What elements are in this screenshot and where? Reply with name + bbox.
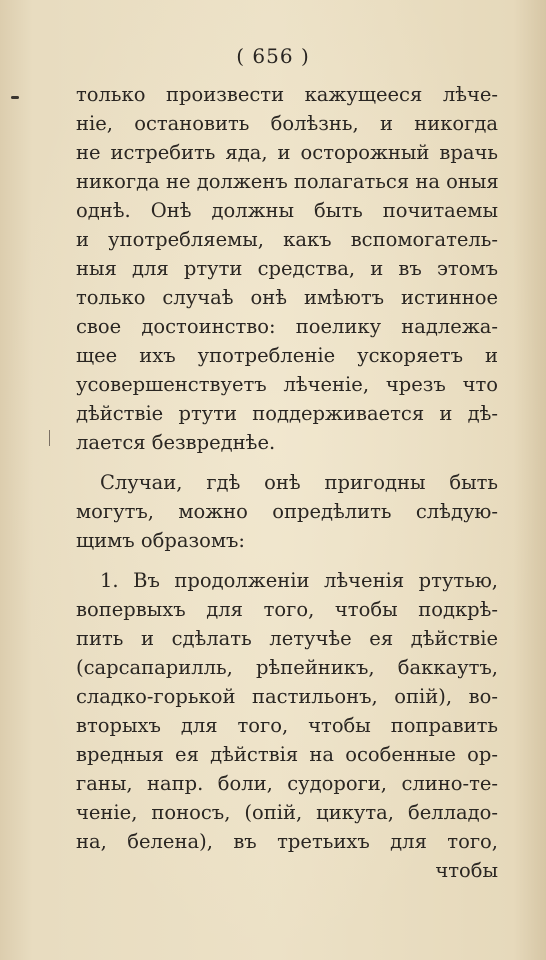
text-line: только произвести кажущееся лѣче-	[76, 83, 498, 106]
margin-mark	[11, 96, 19, 99]
text-line: свое достоинство: поелику надлежа-	[76, 315, 498, 338]
text-line: и употребляемы, какъ вспомогатель-	[76, 228, 498, 251]
text-line: щее ихъ употребленіе ускоряетъ и	[76, 344, 498, 367]
text-line: не истребить яда, и осторожный врачь	[76, 141, 498, 164]
text-line: ныя для ртути средства, и въ этомъ	[76, 257, 498, 280]
text-line: Случаи, гдѣ онѣ пригодны быть	[100, 471, 498, 494]
text-line: вторыхъ для того, чтобы поправить	[76, 714, 498, 737]
text-line: никогда не долженъ полагаться на оныя	[76, 170, 499, 193]
text-line: усовершенствуетъ лѣченіе, чрезъ что	[76, 373, 498, 396]
text-line: лается безвреднѣе.	[76, 431, 276, 454]
text-line: на, белена), въ третьихъ для того,	[76, 830, 498, 853]
text-line: щимъ образомъ:	[76, 529, 246, 552]
page-number: ( 656 )	[236, 44, 310, 68]
text-line: ганы, напр. боли, судороги, слино-те-	[76, 772, 498, 795]
text-line: вопервыхъ для того, чтобы подкрѣ-	[76, 598, 498, 621]
text-line: 1. Въ продолженіи лѣченія ртутью,	[100, 569, 498, 592]
text-line: только случаѣ онѣ имѣютъ истинное	[76, 286, 498, 309]
text-line: (сарсапарилль, рѣпейникъ, баккаутъ,	[76, 656, 498, 679]
text-line: дѣйствіе ртути поддерживается и дѣ-	[76, 402, 498, 425]
catchword: чтобы	[435, 859, 498, 882]
margin-tick	[49, 430, 50, 446]
text-line: могутъ, можно опредѣлить слѣдую-	[76, 500, 498, 523]
text-line: ніе, остановить болѣзнь, и никогда	[76, 112, 498, 135]
text-line: вредныя ея дѣйствія на особенные ор-	[76, 743, 498, 766]
text-line: сладко-горькой пастильонъ, опій), во-	[76, 685, 498, 708]
text-line: ченіе, поносъ, (опій, цикута, белладо-	[76, 801, 498, 824]
text-line: пить и сдѣлать летучѣе ея дѣйствіе	[76, 627, 498, 650]
text-line: однѣ. Онѣ должны быть почитаемы	[76, 199, 498, 222]
